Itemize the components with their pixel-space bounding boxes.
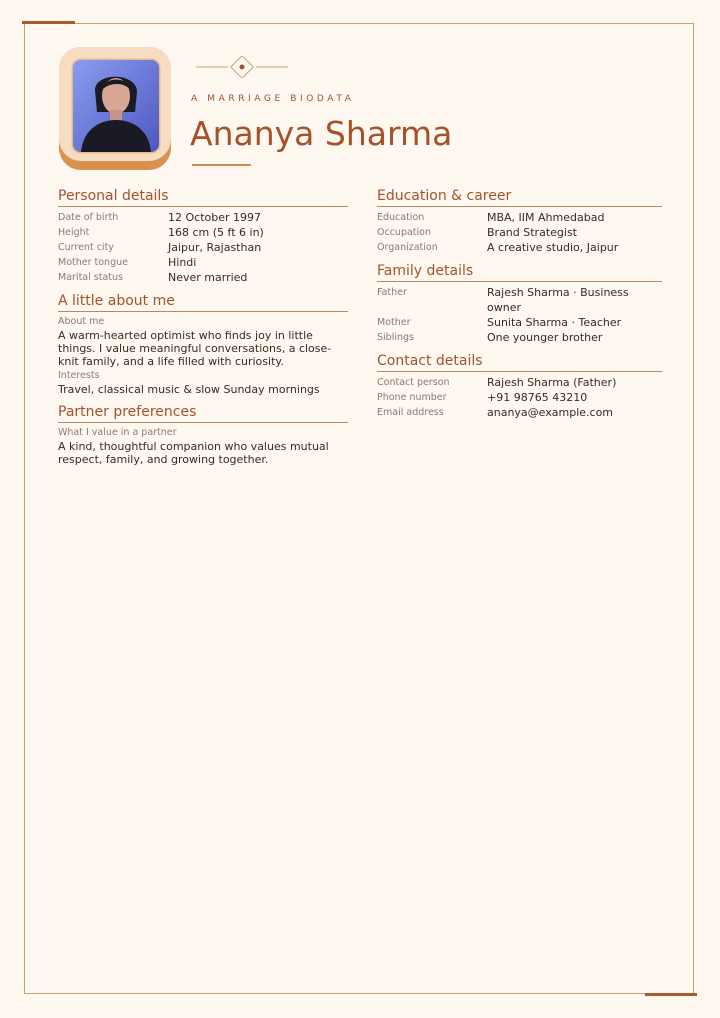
detail-row (58, 270, 348, 285)
detail-row (58, 210, 348, 225)
detail-row (377, 285, 662, 315)
section-education (377, 188, 662, 255)
section-personal (58, 188, 348, 285)
detail-value: Hindi (168, 256, 197, 269)
corner-accent-bottom-right (645, 993, 697, 996)
email-link[interactable]: ananya@example.com (487, 406, 614, 419)
detail-row (377, 240, 662, 255)
detail-label: Mother (377, 317, 411, 328)
detail-row (377, 375, 662, 390)
detail-label: Mother tongue (58, 257, 128, 268)
about-text: A warm-hearted optimist who finds joy in little things. I value meaningful conversations, a close-knit family, and a life filled with curiosity. (58, 329, 332, 368)
about-label: About me (58, 316, 105, 327)
detail-label: Contact person (377, 377, 450, 388)
detail-label: Organization (377, 242, 438, 253)
detail-value: 168 cm (5 ft 6 in) (168, 226, 264, 239)
profile-photo (73, 60, 159, 152)
section-contact (377, 353, 662, 420)
detail-label: Marital status (58, 272, 123, 283)
section-about (58, 293, 348, 396)
diamond-ornament-icon (196, 56, 288, 78)
detail-value: Rajesh Sharma (Father) (487, 376, 617, 389)
detail-value: Sunita Sharma · Teacher (487, 316, 622, 329)
detail-row (377, 330, 662, 345)
detail-value: Jaipur, Rajasthan (168, 241, 262, 254)
detail-label: Height (58, 227, 90, 238)
interests-label: Interests (58, 370, 100, 381)
detail-value: Never married (168, 271, 248, 284)
detail-value: Rajesh Sharma · Business owner (487, 286, 629, 314)
detail-row (58, 225, 348, 240)
section-title: Personal details (58, 188, 348, 207)
detail-row (58, 255, 348, 270)
detail-label: Current city (58, 242, 114, 253)
detail-label: Email address (377, 407, 444, 418)
detail-row (377, 225, 662, 240)
detail-row (377, 405, 662, 420)
detail-value: A creative studio, Jaipur (487, 241, 619, 254)
detail-label: Siblings (377, 332, 414, 343)
detail-row (377, 390, 662, 405)
detail-value: MBA, IIM Ahmedabad (487, 211, 605, 224)
detail-value: Brand Strategist (487, 226, 577, 239)
corner-accent-top-left (22, 21, 75, 24)
interests-text: Travel, classical music & slow Sunday mornings (58, 383, 320, 396)
detail-row (377, 210, 662, 225)
section-title: Education & career (377, 188, 662, 207)
detail-row (377, 315, 662, 330)
left-column (58, 188, 348, 466)
right-column (377, 188, 662, 420)
section-title: A little about me (58, 293, 348, 312)
detail-label: Education (377, 212, 425, 223)
document-kicker: A MARRIAGE BIODATA (191, 94, 355, 104)
section-title: Partner preferences (58, 404, 348, 423)
detail-value: One younger brother (487, 331, 603, 344)
title-underline (192, 164, 251, 166)
phone-value[interactable]: +91 98765 43210 (487, 391, 588, 404)
page-title: Ananya Sharma (190, 114, 453, 153)
section-partner (58, 404, 348, 466)
section-family (377, 263, 662, 345)
detail-row (58, 240, 348, 255)
detail-label: Occupation (377, 227, 431, 238)
detail-value: 12 October 1997 (168, 211, 262, 224)
section-title: Family details (377, 263, 662, 282)
partner-text: A kind, thoughtful companion who values mutual respect, family, and growing together. (58, 440, 329, 466)
section-title: Contact details (377, 353, 662, 372)
partner-label: What I value in a partner (58, 427, 177, 438)
detail-label: Phone number (377, 392, 447, 403)
portrait-icon (73, 60, 159, 152)
detail-label: Date of birth (58, 212, 119, 223)
detail-label: Father (377, 287, 407, 298)
